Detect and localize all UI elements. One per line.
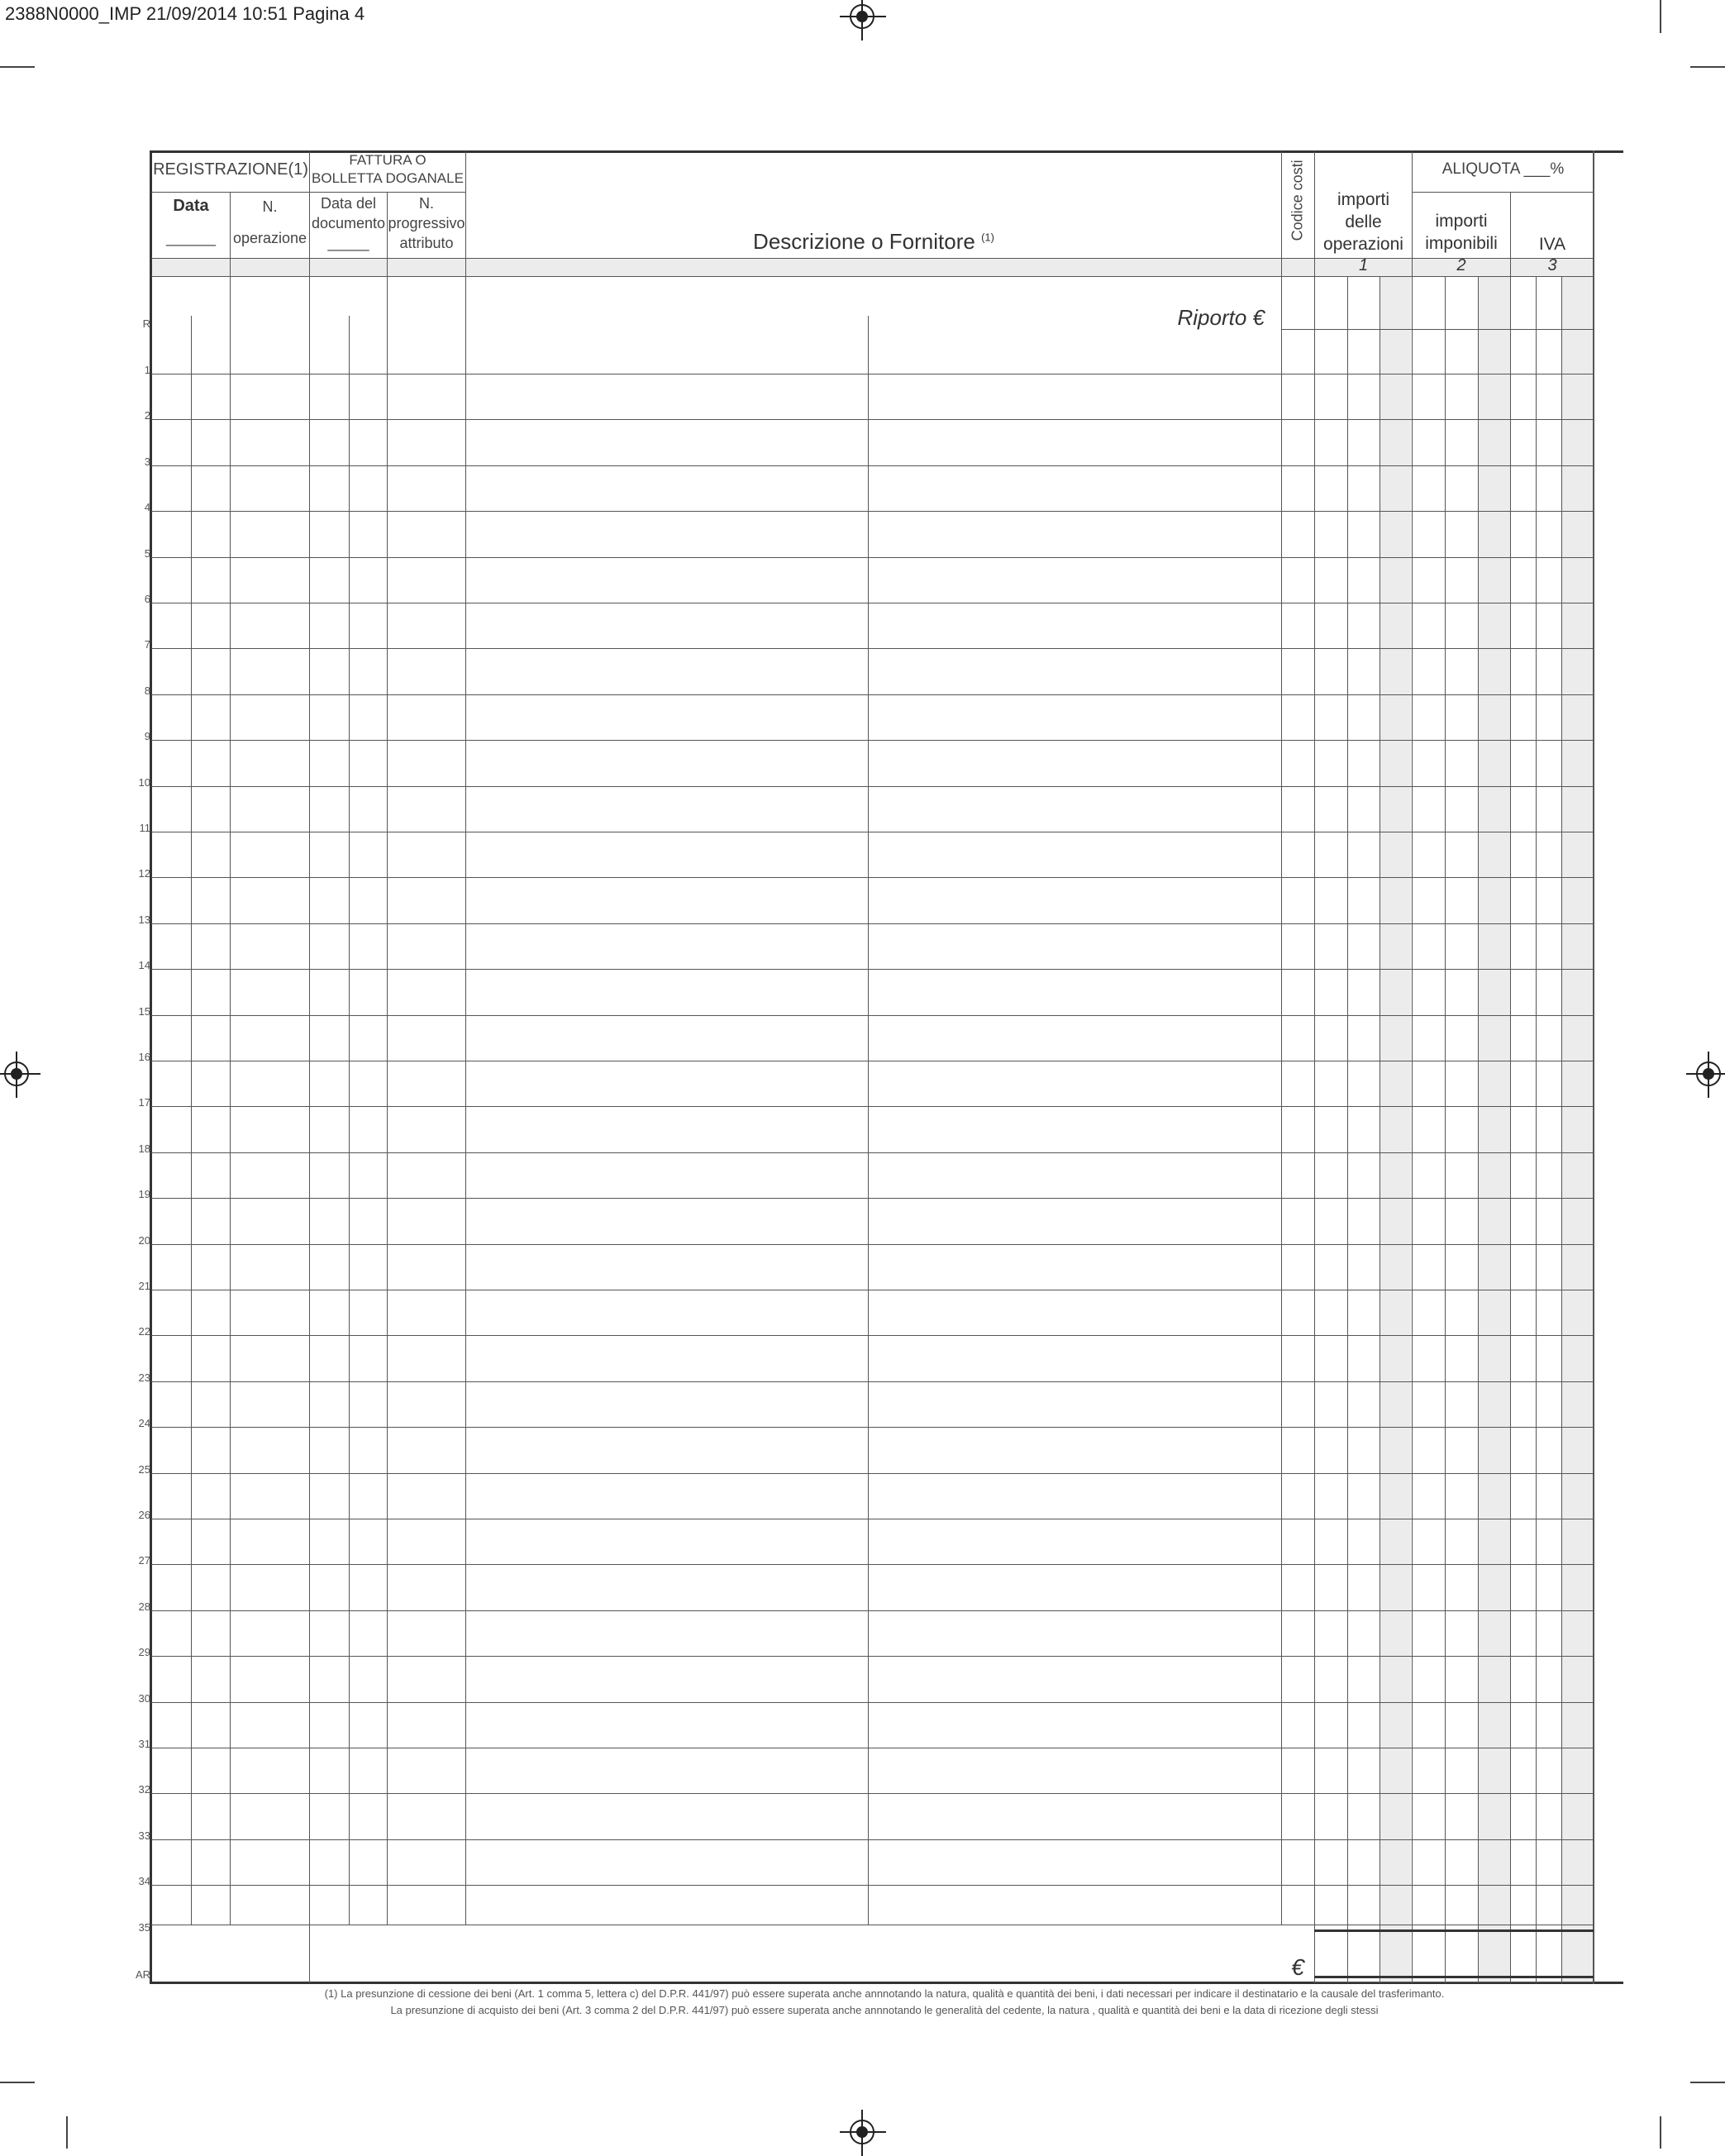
hline-total-2 [1314,1976,1594,1978]
row-line [151,694,1594,695]
row-number: R [142,317,150,330]
col-number-2: 2 [1456,256,1466,274]
row-number: 29 [138,1646,150,1658]
frame-right [1593,150,1594,1984]
row-line [151,969,1594,970]
fattura-label-2: BOLLETTA DOGANALE [312,170,464,186]
aliquota-label: ALIQUOTA ___% [1441,160,1565,178]
row-number: 17 [138,1096,150,1109]
riporto-label: Riporto € [1177,305,1265,330]
vline-imponibili-right [1510,192,1511,1983]
row-line [151,1793,1594,1794]
data-del-label: Data del [320,195,377,212]
row-line [151,1610,1594,1611]
descrizione-text: Descrizione o Fornitore [753,229,975,254]
col-number-3: 3 [1547,256,1557,274]
row-line [151,1702,1594,1703]
row-number: 30 [138,1692,150,1705]
vline-codice-left [1281,151,1282,1925]
row-number: 12 [138,867,150,880]
iva-label: IVA [1538,235,1566,254]
descrizione-note: (1) [981,231,994,244]
row-number: 8 [144,684,150,697]
vline-datadoc-main [387,276,388,1925]
row-line [151,1885,1594,1886]
progressivo-label: progressivo [388,215,465,231]
row-line [151,1381,1594,1382]
row-number: 6 [144,593,150,605]
row-number: 1 [144,364,150,376]
total-euro-symbol: € [1291,1954,1304,1980]
data-label: Data [173,197,209,215]
row-number: 23 [138,1371,150,1384]
row-line [151,1335,1594,1336]
row-line [151,465,1594,466]
row-number: 9 [144,730,150,742]
row-number: 26 [138,1509,150,1521]
row-line [151,557,1594,558]
shade-col-2 [1479,275,1510,1982]
row-line [151,740,1594,741]
row-number: 31 [138,1738,150,1750]
row-number: 18 [138,1142,150,1155]
hline-header-a [151,192,465,193]
importi-label-3: operazioni [1323,235,1403,254]
footnote-1: (1) La presunzione di cessione dei beni (Art. 1 comma 5, lettera c) del D.P.R. 441/97) può essere superata anche annnotando la natura, qualità e quantità dei beni, i dati necessari per indicare il destinatario e la causale del trasferimanto. [324,1987,1445,2000]
attribuito-label: attributo [399,235,454,251]
row-number: 3 [144,456,150,468]
row-line [151,923,1594,924]
hline-header-stripe-bottom [151,276,1594,277]
row-number: 28 [138,1600,150,1613]
row-line [151,1198,1594,1199]
row-number: 13 [138,913,150,926]
row-line [151,419,1594,420]
row-number: 25 [138,1463,150,1476]
row-line [151,511,1594,512]
fattura-label-1: FATTURA O [349,152,426,168]
imponibili-label-1: importi [1435,212,1488,231]
hline-header-b [1412,192,1594,193]
documento-label: documento [311,215,386,231]
vline-fattura [465,151,466,1925]
row-number: 34 [138,1875,150,1887]
row-number: 20 [138,1234,150,1247]
vline-codice-right [1314,151,1315,1983]
vline-importi-right [1412,151,1413,1983]
row-line [151,1839,1594,1840]
row-line [151,786,1594,787]
vline-amt-3b [1561,276,1562,1983]
footnote-2: La presunzione di acquisto dei beni (Art. 3 comma 2 del D.P.R. 441/97) può essere superata anche annnotando le generalità del cedente, la natura , qualità e quantità dei beni e la data di ricezione degli stessi [390,2004,1379,2016]
row-line [151,1473,1594,1474]
vline-amt-3a [1536,276,1537,1983]
row-line [151,1152,1594,1153]
vline-data-main [230,276,231,1925]
vline-amt-1a [1347,276,1348,1983]
n2-label: N. [419,195,434,212]
importi-label-1: importi [1337,190,1389,209]
row-number: 19 [138,1188,150,1200]
row-number: 15 [138,1005,150,1018]
row-number: 4 [144,501,150,513]
operazione-label: operazione [232,230,307,246]
row-number: 7 [144,638,150,651]
row-line [151,648,1594,649]
vline-amt-2a [1445,276,1446,1983]
shade-col-1 [1380,275,1411,1982]
row-number: AR [135,1968,150,1981]
row-number: 35 [138,1921,150,1934]
vline-reg [309,151,310,1983]
row-number: 14 [138,959,150,971]
row-number: 24 [138,1417,150,1429]
imponibili-label-2: imponibili [1425,234,1498,253]
row-number: 11 [139,822,150,834]
row-number: 32 [138,1783,150,1796]
row-number: 22 [138,1325,150,1338]
row-line [151,1015,1594,1016]
row-number: 16 [138,1051,150,1063]
print-slug: 2388N0000_IMP 21/09/2014 10:51 Pagina 4 [5,3,365,24]
codice-costi-label: Codice costi [1289,160,1306,241]
doc-blank: _____ [327,235,369,251]
n-label: N. [262,198,278,215]
row-number: 5 [144,547,150,560]
col-number-1: 1 [1358,256,1369,274]
row-line [151,1244,1594,1245]
frame-left [150,150,152,1984]
row-line [151,1656,1594,1657]
row-number: 27 [138,1554,150,1567]
row-line [151,1564,1594,1565]
row-line [151,1427,1594,1428]
vline-amt-2b [1478,276,1479,1983]
row-line [151,1106,1594,1107]
hline-riporto [1281,329,1594,330]
shade-col-3 [1562,275,1593,1982]
descrizione-label [466,230,1281,255]
row-line [151,877,1594,878]
data-blank: ______ [165,230,217,246]
importi-label-2: delle [1345,212,1382,231]
row-number: 2 [144,409,150,422]
row-number: 10 [138,776,150,789]
registrazione-label: REGISTRAZIONE(1) [153,160,308,179]
row-number: 21 [138,1280,150,1292]
hline-total-1 [1314,1929,1594,1932]
row-number: 33 [138,1829,150,1842]
